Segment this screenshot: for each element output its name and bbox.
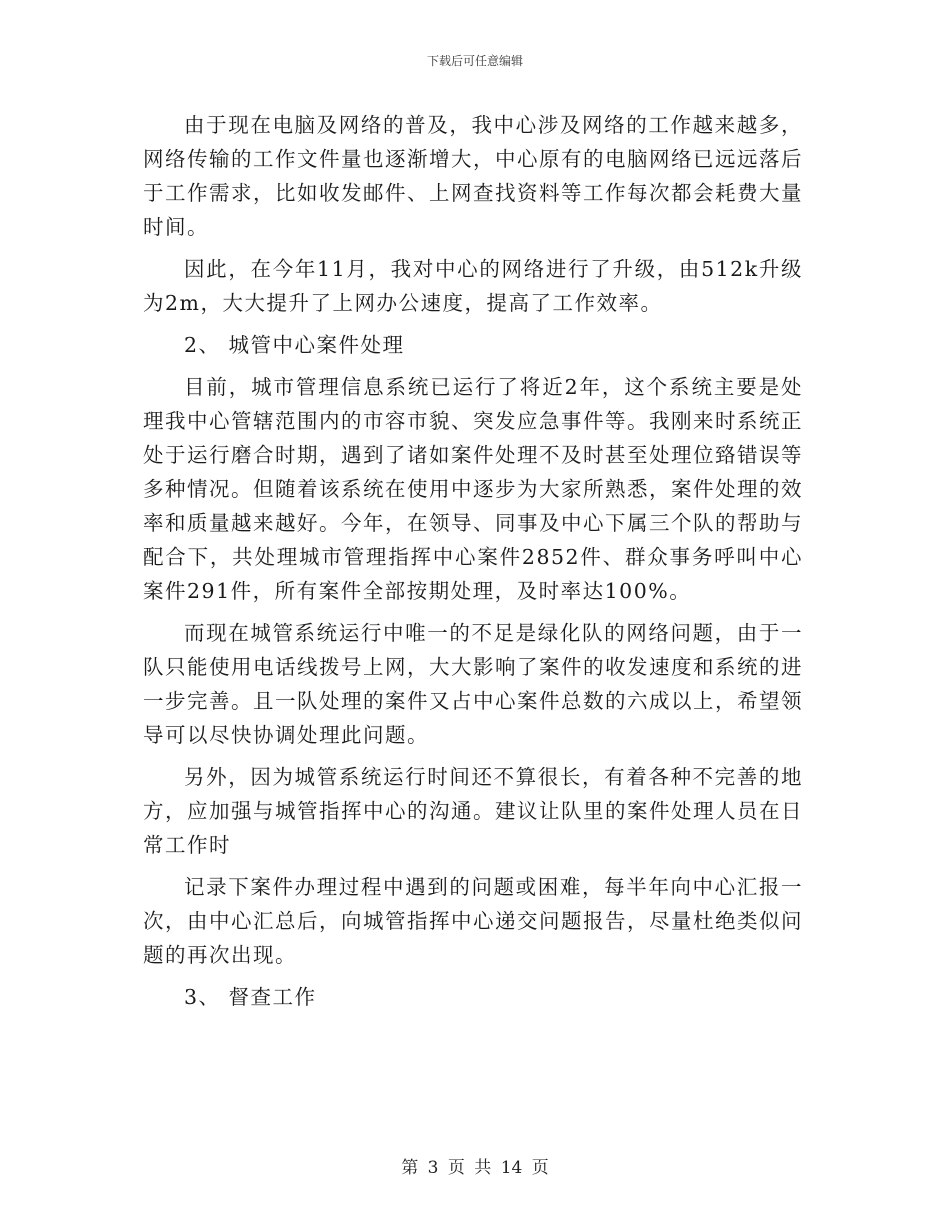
paragraph-network-upgrade: 因此，在今年11月，我对中心的网络进行了升级，由512k升级为2m，大大提升了上网办公速度，提高了工作效率。	[143, 257, 803, 315]
paragraph-suggestion: 另外，因为城管系统运行时间还不算很长，有着各种不完善的地方，应加强与城管指挥中心的沟通。建议让队里的案件处理人员在日常工作时	[143, 765, 803, 857]
paragraph-case-system: 目前，城市管理信息系统已运行了将近2年，这个系统主要是处理我中心管辖范围内的市容市貌、突发应急事件等。我刚来时系统正处于运行磨合时期，遇到了诸如案件处理不及时甚至处理位臵错误等多种情况。但随着该系统在使用中逐步为大家所熟悉，案件处理的效率和质量越来越好。今年，在领导、同事及中心下属三个队的帮助与配合下，共处理城市管理指挥中心案件2852件、群众事务呼叫中心案件291件，所有案件全部按期处理，及时率达100%。	[143, 375, 803, 603]
page-header: 下载后可任意编辑	[426, 54, 523, 68]
page-number-footer: 第 3 页 共 14 页	[401, 1158, 549, 1178]
paragraph-network-intro: 由于现在电脑及网络的普及，我中心涉及网络的工作越来越多，网络传输的工作文件量也逐渐增大，中心原有的电脑网络已远远落后于工作需求，比如收发邮件、上网查找资料等工作每次都会耗费大量时间。	[143, 113, 803, 239]
paragraph-network-problem: 而现在城管系统运行中唯一的不足是绿化队的网络问题，由于一队只能使用电话线拨号上网，大大影响了案件的收发速度和系统的进一步完善。且一队处理的案件又占中心案件总数的六成以上，希望领导可以尽快协调处理此问题。	[143, 621, 803, 747]
document-body	[143, 108, 803, 1022]
section-heading-case-handling: 2、 城管中心案件处理	[184, 333, 405, 357]
section-heading-supervision: 3、 督查工作	[184, 985, 317, 1009]
paragraph-record-problems: 记录下案件办理过程中遇到的问题或困难，每半年向中心汇报一次，由中心汇总后，向城管指挥中心递交问题报告，尽量杜绝类似问题的再次出现。	[143, 875, 803, 967]
